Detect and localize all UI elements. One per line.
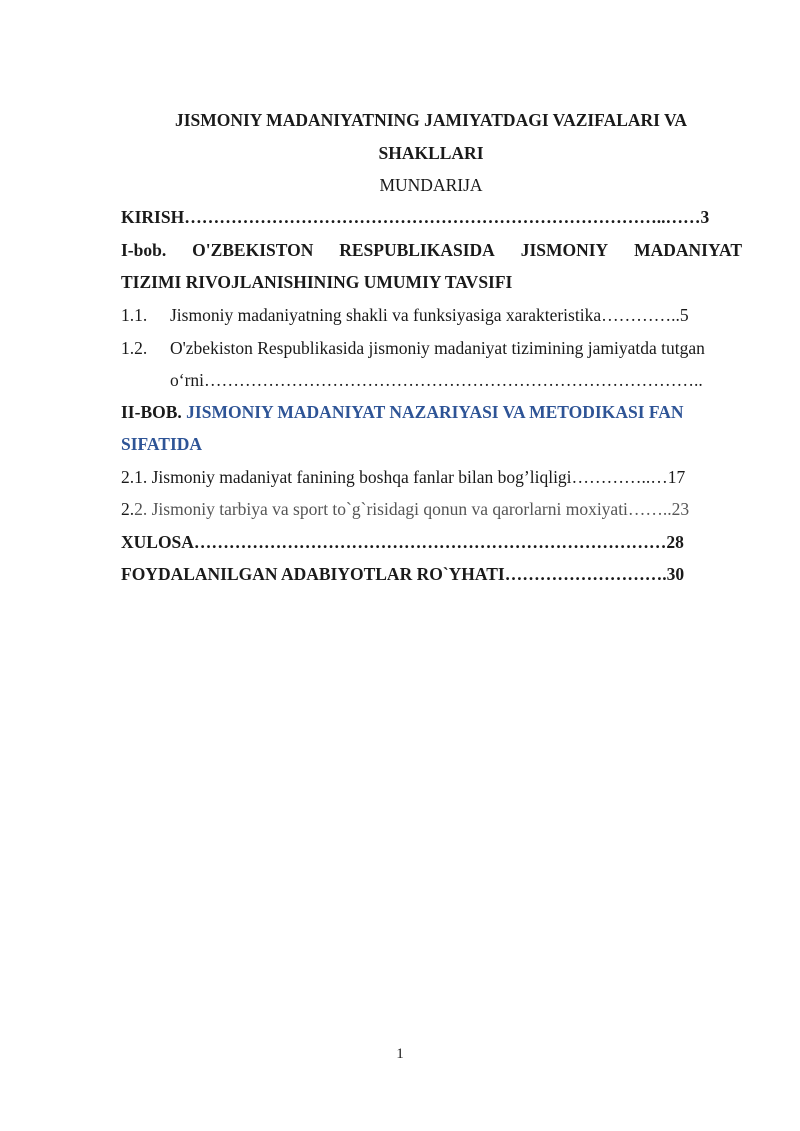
toc-entry-2-1: 2.1. Jismoniy madaniyat fanining boshqa fanlar bilan bog’liqligi…………..…17 [121,467,686,487]
chapter-1-word: I-bob. [121,240,167,260]
toc-chapter-1-line-1 [121,240,742,261]
toc-entry-text: 2. Jismoniy tarbiya va sport to`g`risidagi qonun va qarorlarni moxiyati……..23 [134,499,690,519]
toc-entry-1-1 [121,305,689,326]
chapter-1-word: O'ZBEKISTON [192,240,314,260]
toc-entry-bibliography: FOYDALANILGAN ADABIYOTLAR RO`YHATI……………………….30 [121,564,685,584]
page-number: 1 [396,1046,404,1062]
toc-entry-text: Jismoniy madaniyatning shakli va funksiyasiga xarakteristika…………..5 [170,305,689,325]
chapter-1-word: JISMONIY [520,240,609,260]
toc-entry-xulosa: XULOSA………………………………………………………………………28 [121,532,684,552]
chapter-1-word: MADANIYAT [634,240,742,260]
chapter-2-title: JISMONIY MADANIYAT NAZARIYASI VA METODIKASI FAN [186,402,684,422]
toc-entry-1-2 [121,338,705,359]
toc-entry-number: 1.1. [121,305,148,325]
chapter-2-prefix: II-BOB. [121,402,182,422]
toc-entry-2-2 [121,499,689,520]
toc-entry-text: O'zbekiston Respublikasida jismoniy madaniyat tizimining jamiyatda tutgan [170,338,705,358]
toc-chapter-2-line-1 [121,402,684,423]
document-title-line-2: SHAKLLARI [378,143,484,163]
contents-heading: MUNDARIJA [379,175,483,195]
document-title-line-1: JISMONIY MADANIYATNING JAMIYATDAGI VAZIFALARI VA [174,110,688,130]
toc-entry-kirish: KIRISH………………………………………………………………………..……3 [121,207,710,227]
toc-entry-1-2-continuation: o‘rni………………………………………………………………………….. [170,370,703,390]
toc-entry-number: 1.2. [121,338,148,358]
toc-chapter-1-line-2: TIZIMI RIVOJLANISHINING UMUMIY TAVSIFI [121,272,513,292]
toc-entry-prefix: 2. [121,499,135,519]
chapter-1-word: RESPUBLIKASIDA [339,240,495,260]
toc-chapter-2-line-2: SIFATIDA [121,434,203,454]
